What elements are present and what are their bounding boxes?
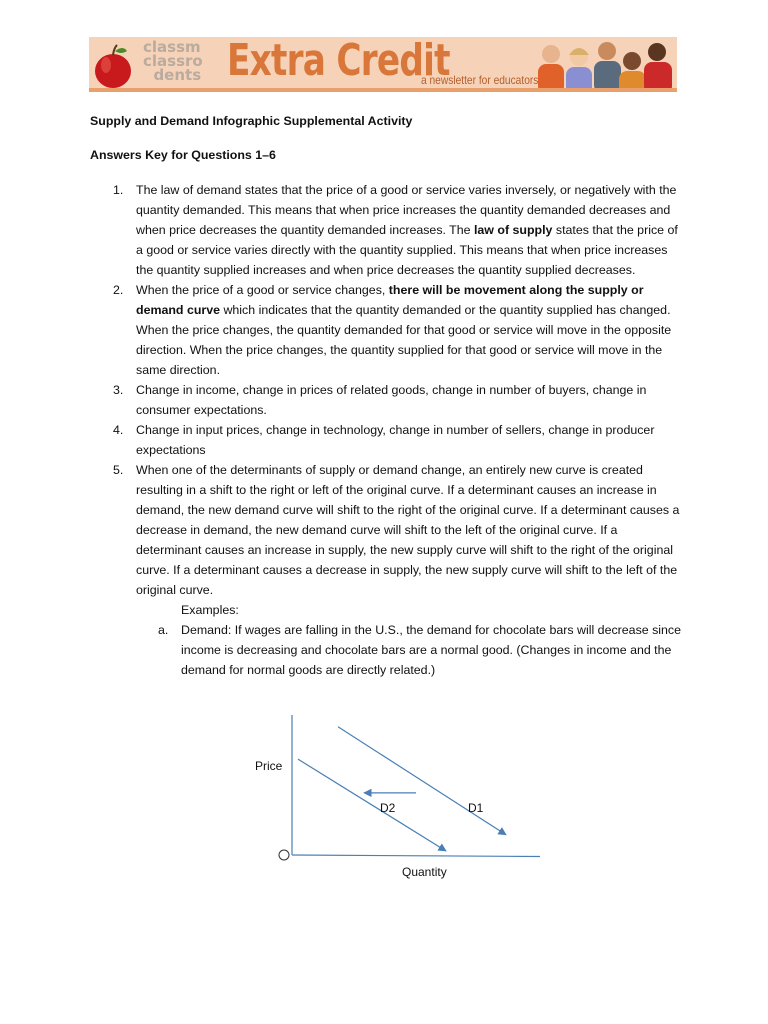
banner-faded-text: classm classro dents — [143, 38, 203, 84]
origin-marker — [279, 850, 289, 860]
banner-tagline: a newsletter for educators — [421, 73, 539, 87]
document-title: Supply and Demand Infographic Supplemental Activity — [90, 114, 413, 128]
answer-item — [113, 180, 686, 280]
demand-curve-d2 — [298, 759, 446, 851]
x-axis-label: Quantity — [402, 865, 447, 879]
document-subtitle: Answers Key for Questions 1–6 — [90, 148, 276, 162]
example-text: Demand: If wages are falling in the U.S., the demand for chocolate bars will decrease since income is decreasing and chocolate bars are a normal good. (Changes in income and the demand for normal goods are directly related.) — [181, 623, 682, 677]
answer-text: states that the price of a good or service varies directly with the quantity supplied. This means that when price increases the quantity supplied increases and when price decreases the quantity supplied decreases. — [136, 223, 678, 277]
answer-text: When the price of a good or service changes, — [136, 283, 389, 297]
apple-icon — [93, 43, 133, 89]
answer-number: 1. — [113, 183, 124, 197]
answer-number: 3. — [113, 383, 124, 397]
answer-item — [113, 460, 686, 680]
answer-text: there will be movement along the supply or demand curve — [136, 283, 644, 317]
answer-text: Change in income, change in prices of related goods, change in number of buyers, change in consumer expectations. — [136, 383, 647, 417]
banner-brand-title: Extra Credit — [227, 37, 450, 86]
demand-curve-d1 — [338, 727, 506, 835]
answer-text: which indicates that the quantity demanded or the quantity supplied has changed. When the price changes, the quantity demanded for that good or service will move in the opposite direction. When the price changes, the quantity supplied for that good or service will move in the same direction. — [136, 303, 672, 377]
answers-list — [113, 180, 686, 680]
answer-number: 4. — [113, 423, 124, 437]
example-letter: a. — [158, 623, 169, 637]
y-axis-label: Price — [255, 758, 283, 773]
answer-text: law of supply — [473, 223, 553, 237]
answer-item — [113, 420, 686, 460]
answer-text: The law of demand states that the price of a good or service varies inversely, or negatively with the quantity demanded. This means that when price increases the quantity demanded decreases and when price decreases the quantity demanded increases. The — [136, 183, 677, 237]
answer-number: 5. — [113, 463, 124, 477]
demand-shift-chart — [240, 705, 560, 890]
series-label-d2: D2 — [380, 800, 396, 815]
series-label-d1: D1 — [468, 800, 484, 815]
x-axis — [292, 855, 540, 857]
newsletter-banner — [89, 37, 677, 92]
banner-stripe — [89, 88, 677, 92]
answer-item — [113, 380, 686, 420]
answer-item — [113, 280, 686, 380]
students-photo-icon — [529, 37, 677, 92]
answer-number: 2. — [113, 283, 124, 297]
answer-text: When one of the determinants of supply or demand change, an entirely new curve is created resulting in a shift to the right or left of the original curve. If a determinant causes an increase in demand, the new demand curve will shift to the right of the original curve. If a determinant causes a decrease in demand, the new demand curve will shift to the left of the original curve. If a determinant causes an increase in supply, the new supply curve will shift to the right of the original curve. If a determinant causes a decrease in supply, the new supply curve will shift to the left of the original curve. — [136, 463, 680, 597]
examples-label: Examples: — [181, 603, 239, 617]
example-item — [136, 620, 686, 680]
answer-text: Change in input prices, change in technology, change in number of sellers, change in producer expectations — [136, 423, 655, 457]
